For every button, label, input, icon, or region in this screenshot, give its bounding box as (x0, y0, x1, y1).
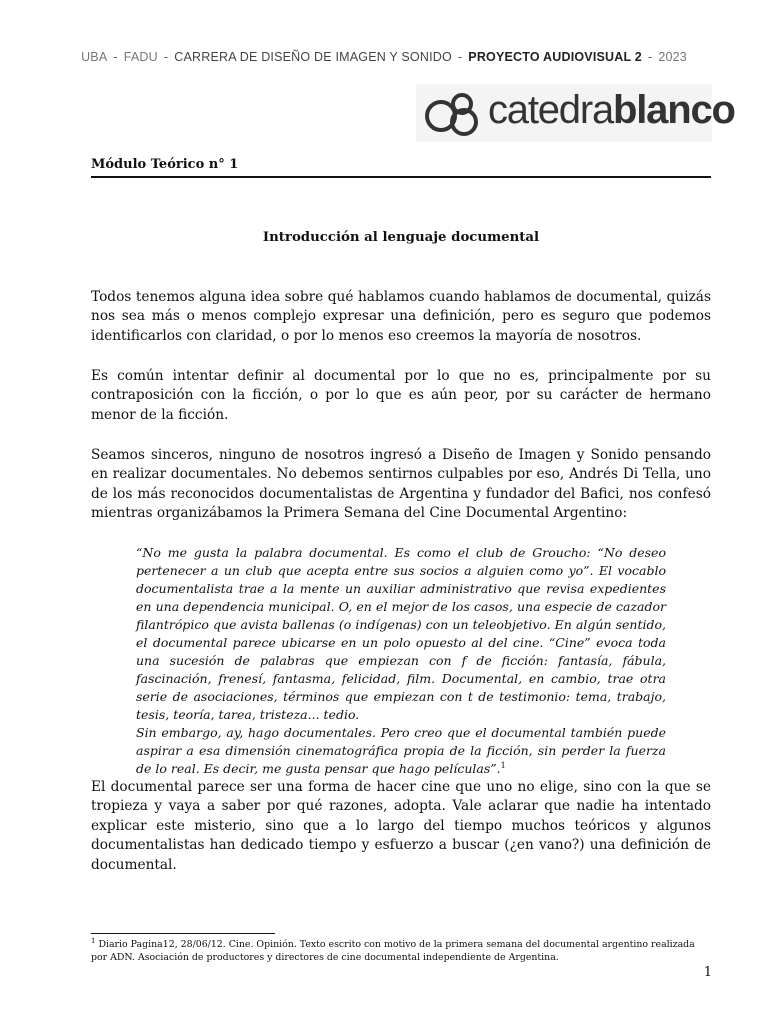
paragraph-4: El documental parece ser una forma de hacer cine que uno no elige, sino con la que se tropieza y vaya a saber por qué razones, adopta. Vale aclarar que nadie ha intentado explicar este misterio, sino que a lo largo del tiempo muchos teóricos y algunos documentalistas han dedicado tiempo y esfuerzo a buscar (¿en vano?) una definición de documental. (91, 779, 711, 873)
logo-wordmark (488, 88, 735, 133)
header-separator: - (647, 50, 653, 64)
quote-part-2-text: Sin embargo, ay, hago documentales. Pero creo que el documental también puede aspirar a esa dimensión cinematográfica propia de la ficción, sin perder la fuerza de lo real. Es decir, me gusta pensar que hago películas”. (136, 725, 666, 776)
header-career: CARRERA DE DISEÑO DE IMAGEN Y SONIDO (174, 50, 452, 64)
header-separator: - (113, 50, 118, 64)
footnote-number: 1 (91, 936, 96, 945)
header-course: PROYECTO AUDIOVISUAL 2 (468, 50, 642, 64)
footnote-reference: 1 (500, 760, 506, 770)
block-quote (136, 544, 666, 778)
paragraph-2: Es común intentar definir al documental por lo que no es, principalmente por su contraposición con la ficción, o por lo que es aún peor, por su carácter de hermano menor de la ficción. (91, 368, 711, 423)
header-separator: - (457, 50, 463, 64)
paragraph-3: Seamos sinceros, ninguno de nosotros ingresó a Diseño de Imagen y Sonido pensando en realizar documentales. No debemos sentirnos culpables por eso, Andrés Di Tella, uno de los más reconocidos documentalistas de Argentina y fundador del Bafici, nos confesó mientras organizábamos la Primera Semana del Cine Documental Argentino: (91, 447, 711, 522)
paragraph-1: Todos tenemos alguna idea sobre qué hablamos cuando hablamos de documental, quizás nos sea más o menos complejo expresar una definición, pero es seguro que podemos identificarlos con claridad, o por lo menos eso creemos la mayoría de nosotros. (91, 289, 711, 344)
header-university: UBA (81, 50, 108, 64)
catedra-logo-mark-icon (424, 90, 484, 138)
module-title: Módulo Teórico n° 1 (91, 157, 239, 172)
footnote-divider (91, 933, 275, 934)
quote-part-1: “No me gusta la palabra documental. Es como el club de Groucho: “No deseo pertenecer a un club que acepta entre sus socios a alguien como yo”. El vocablo documentalista trae a la mente un auxiliar administrativo que revisa expedientes en una dependencia municipal. O, en el mejor de los casos, una especie de cazador filantrópico que avista ballenas (o indígenas) con un teleobjetivo. En algún sentido, el documental parece ubicarse en un polo opuesto al del cine. “Cine” evoca toda una sucesión de palabras que empiezan con f de ficción: fantasía, fábula, fascinación, frenesí, fantasma, felicidad, film. Documental, en cambio, trae otra serie de asociaciones, términos que empiezan con t de testimonio: tema, trabajo, tesis, teoría, tarea, tristeza... tedio. (136, 545, 666, 722)
quote-part-2 (136, 724, 666, 778)
logo-text-bold: blanco (613, 88, 735, 132)
module-divider (91, 176, 711, 178)
page-header (0, 50, 768, 64)
footnote-text: Diario Pagina12, 28/06/12. Cine. Opinión. Texto escrito con motivo de la primera semana del documental argentino realizada por ADN. Asociación de productores y directores de cine documental independiente de Argentina. (91, 939, 695, 963)
footnote (91, 938, 711, 964)
page-number: 1 (703, 965, 712, 980)
logo-text-light: catedra (488, 88, 614, 132)
catedra-logo (416, 84, 735, 142)
document-title: Introducción al lenguaje documental (262, 230, 540, 245)
header-separator: - (163, 50, 169, 64)
header-year: 2023 (658, 50, 687, 64)
header-faculty: FADU (123, 50, 158, 64)
